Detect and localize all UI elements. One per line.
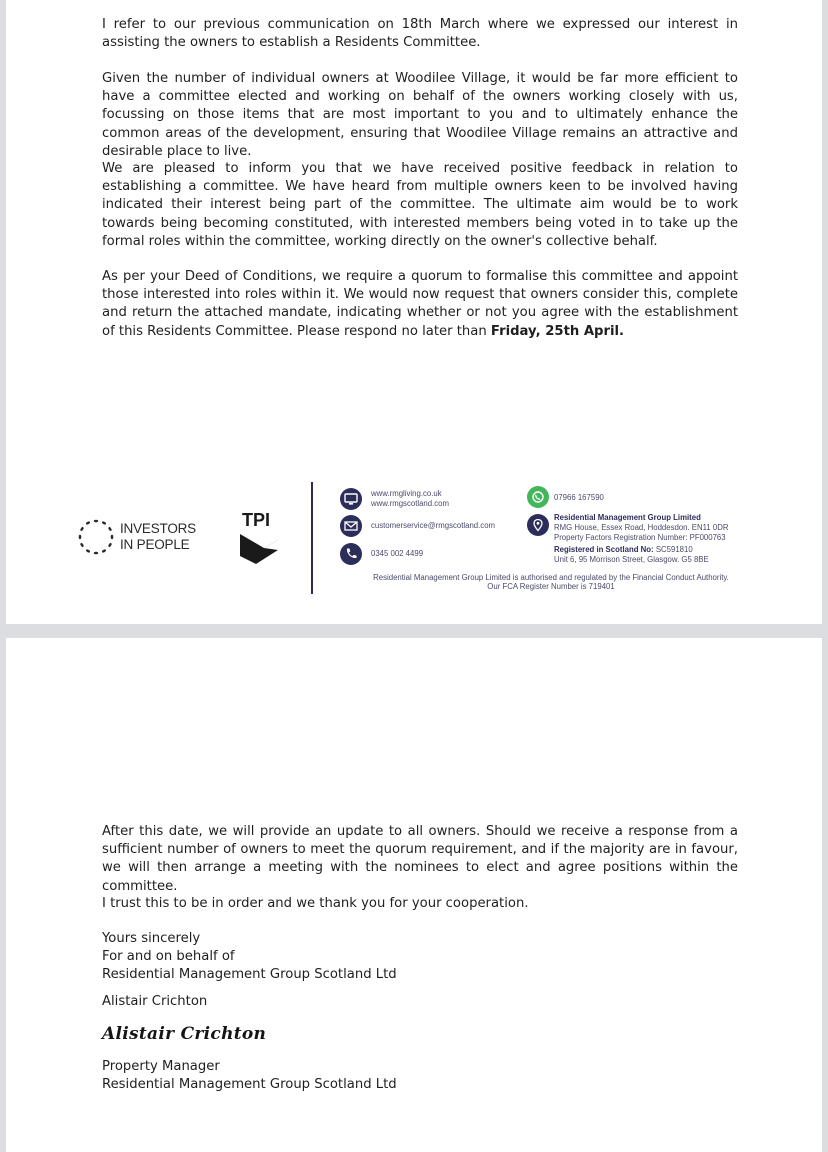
investors-line-1: INVESTORS bbox=[120, 521, 196, 536]
letter-page-1 bbox=[6, 0, 822, 624]
paragraph-quorum-text: As per your Deed of Conditions, we require a quorum to formalise this committee and appoint those interested into roles within it. We would now request that owners consider this, complete and return the attached mandate, indicating whether or not you agree with the establishment of this Residents Committee. Please respond no later than bbox=[102, 269, 738, 339]
sender-name: Alistair Crichton bbox=[102, 994, 208, 1009]
whatsapp-number[interactable]: 07966 167590 bbox=[554, 493, 604, 502]
location-pin-icon bbox=[527, 514, 549, 536]
paragraph-thanks: I trust this to be in order and we thank you for your cooperation. bbox=[102, 896, 529, 911]
website-link-2[interactable]: www.rmgscotland.com bbox=[371, 499, 449, 508]
letter-page-2 bbox=[6, 638, 822, 1152]
paragraph-update: After this date, we will provide an update to all owners. Should we receive a response from a sufficient number of owners to meet the quorum requirement, and if the majority are in favour, we will then arrange a meeting with the nominees to elect and agree positions within the committee. bbox=[102, 824, 738, 894]
deadline-date: Friday, 25th April. bbox=[490, 323, 625, 339]
phone-icon bbox=[340, 543, 362, 565]
investors-in-people-logo bbox=[76, 517, 206, 557]
closing-sincerely: Yours sincerely bbox=[102, 931, 201, 946]
tpi-text: TPI bbox=[242, 510, 271, 530]
paragraph-feedback: We are pleased to inform you that we have received positive feedback in relation to establishing a committee. We have heard from multiple owners keen to be involved having indicated their interest being part of the committee. The ultimate aim would be to work towards being becoming constituted, with interested members being voted in to take up the formal roles within the committee, working directly on the owner's collective behalf. bbox=[102, 161, 738, 249]
tpi-logo bbox=[238, 510, 288, 570]
phone-number[interactable]: 0345 002 4499 bbox=[371, 549, 424, 558]
sender-company: Residential Management Group Scotland Ltd bbox=[102, 1077, 397, 1092]
tpi-mark-icon bbox=[240, 534, 278, 564]
paragraph-quorum bbox=[102, 268, 738, 341]
fca-statement: Residential Management Group Limited is authorised and regulated by the Financial Conduct Authority. Our FCA Register Number is 719401 bbox=[373, 573, 729, 592]
paragraph-intro: I refer to our previous communication on 18th March where we expressed our interest in assisting the owners to establish a Residents Committee. bbox=[102, 17, 738, 51]
handwritten-signature: Alistair Crichton bbox=[102, 1024, 267, 1044]
company-name: Residential Management Group Limited bbox=[554, 513, 701, 522]
pf-registration: Property Factors Registration Number: PF000763 bbox=[554, 533, 726, 542]
laurel-wreath-icon bbox=[76, 517, 116, 557]
envelope-icon bbox=[340, 515, 362, 537]
email-link[interactable]: customerservice@rmgscotland.com bbox=[371, 521, 496, 530]
scotland-address: Unit 6, 95 Morrison Street, Glasgow. G5 8BE bbox=[554, 555, 709, 564]
paragraph-efficiency: Given the number of individual owners at Woodilee Village, it would be far more efficient to have a committee elected and working on behalf of the owners working closely with us, focussing on those items that are most important to you and to ultimately enhance the common areas of the development, ensuring that Woodilee Village remains an attractive and desirable place to live. bbox=[102, 71, 738, 159]
scotland-registration: Registered in Scotland No: SC591810 bbox=[554, 545, 693, 554]
monitor-icon bbox=[340, 488, 362, 510]
website-link-1[interactable]: www.rmgliving.co.uk bbox=[371, 489, 442, 498]
sender-title: Property Manager bbox=[102, 1059, 220, 1074]
closing-behalf: For and on behalf of bbox=[102, 949, 235, 964]
whatsapp-icon bbox=[527, 486, 549, 508]
investors-line-2: IN PEOPLE bbox=[120, 537, 190, 552]
company-address: RMG House, Essex Road, Hoddesdon. EN11 0DR bbox=[554, 523, 729, 532]
footer-divider bbox=[311, 482, 313, 594]
closing-company: Residential Management Group Scotland Ltd bbox=[102, 967, 397, 982]
